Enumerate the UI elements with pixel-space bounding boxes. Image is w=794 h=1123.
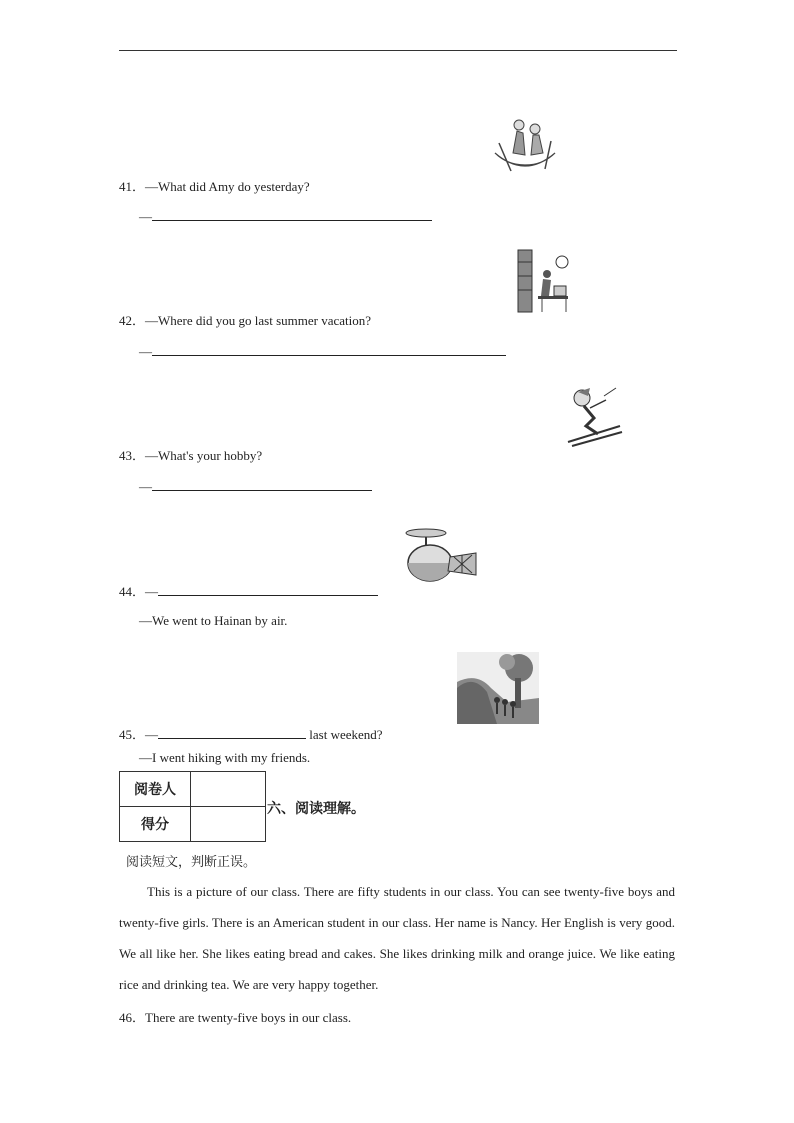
answer-blank-42[interactable] [152,343,506,356]
helicopter-icon [404,523,480,589]
question-number: 43． [119,448,146,463]
question-dash: — [145,727,159,742]
rowing-boat-icon [489,113,561,179]
question-43 [119,448,262,464]
question-45 [119,726,383,743]
reply-44: —We went to Hainan by air. [139,613,288,628]
question-number: 42． [119,313,146,328]
question-text: There are twenty-five boys in our class. [145,1010,352,1025]
answer-blank-45[interactable] [158,726,306,739]
question-text: —Where did you go last summer vacation? [145,313,372,328]
reply-45: —I went hiking with my friends. [139,750,311,765]
question-number: 45． [119,727,146,742]
answer-43 [139,478,372,495]
reading-at-desk-icon [516,248,574,314]
answer-blank-41[interactable] [152,208,432,221]
answer-41 [139,208,432,225]
reading-passage: This is a picture of our class. There are fifty students in our class. You can see twenty-five boys and twenty-five girls. There is an American student in our class. Her name is Nancy. Her English is very good. We all like her. She likes eating bread and cakes. She likes drinking milk and orange juice. We like eating rice and drinking tea. We are very happy together. [119,884,675,992]
question-46 [119,1010,351,1026]
question-text: —What did Amy do yesterday? [145,179,310,194]
answer-blank-43[interactable] [152,478,372,491]
answer-dash: — [139,344,152,359]
reviewer-label: 阅卷人 [120,772,191,807]
score-cell[interactable] [191,807,266,842]
answer-dash: — [139,209,152,224]
hiking-icon [457,652,539,724]
question-number: 46． [119,1010,146,1025]
question-dash: — [145,584,159,599]
score-label: 得分 [120,807,191,842]
question-44 [119,583,378,600]
question-42 [119,313,371,329]
reviewer-cell[interactable] [191,772,266,807]
header-rule [119,50,677,51]
answer-dash: — [139,479,152,494]
section-title: 六、阅读理解。 [267,801,365,817]
question-suffix: last weekend? [306,727,383,742]
question-number: 41． [119,179,146,194]
section-instruction: 阅读短文，判断正误。 [126,855,257,870]
question-text: —What's your hobby? [145,448,263,463]
score-table [119,771,266,842]
question-41 [119,179,310,195]
skiing-icon [560,384,626,448]
answer-42 [139,343,506,360]
question-number: 44． [119,584,146,599]
answer-blank-44[interactable] [158,583,378,596]
